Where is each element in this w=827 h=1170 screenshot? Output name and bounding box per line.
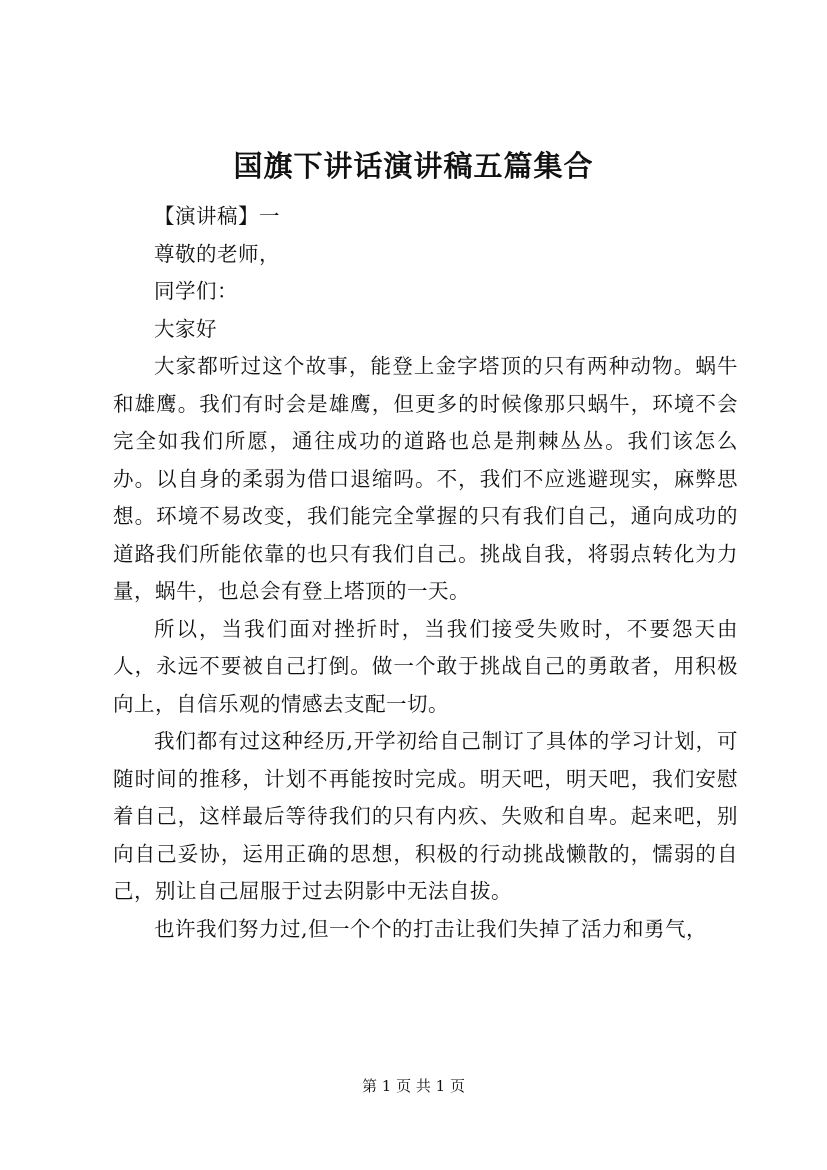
paragraph-body: 所以，当我们面对挫折时，当我们接受失败时，不要怨天由人，永远不要被自己打倒。做一个敢于挑战自己的勇敢者，用积极向上，自信乐观的情感去支配一切。 [113,616,738,716]
paragraph-salutation-teachers: 尊敬的老师， [154,241,280,266]
document-body [113,198,738,948]
paragraph-body: 也许我们努力过,但一个个的打击让我们失掉了活力和勇气， [154,916,708,941]
paragraph-body: 大家都听过这个故事，能登上金字塔顶的只有两种动物。蜗牛和雄鹰。我们有时会是雄鹰，但更多的时候像那只蜗牛，环境不会完全如我们所愿，通往成功的道路也总是荆棘丛丛。我们该怎么办。以自身的柔弱为借口退缩吗。不，我们不应逃避现实，麻弊思想。环境不易改变，我们能完全掌握的只有我们自己，通向成功的道路我们所能依靠的也只有我们自己。挑战自我，将弱点转化为力量，蜗牛，也总会有登上塔顶的一天。 [113,354,738,603]
paragraph-salutation-students: 同学们： [154,279,238,303]
document-title: 国旗下讲话演讲稿五篇集合 [233,149,594,183]
paragraph-body: 我们都有过这种经历,开学初给自己制订了具体的学习计划，可随时间的推移，计划不再能按时完成。明天吧，明天吧，我们安慰着自己，这样最后等待我们的只有内疚、失败和自卑。起来吧，别向自己妥协，运用正确的思想，积极的行动挑战懒散的，懦弱的自己，别让自己屈服于过去阴影中无法自拔。 [113,729,738,903]
paragraph-greeting: 大家好 [154,316,217,341]
paragraph-heading: 【演讲稿】一 [154,204,280,228]
page-footer: 第 1 页 共 1 页 [362,1077,465,1095]
